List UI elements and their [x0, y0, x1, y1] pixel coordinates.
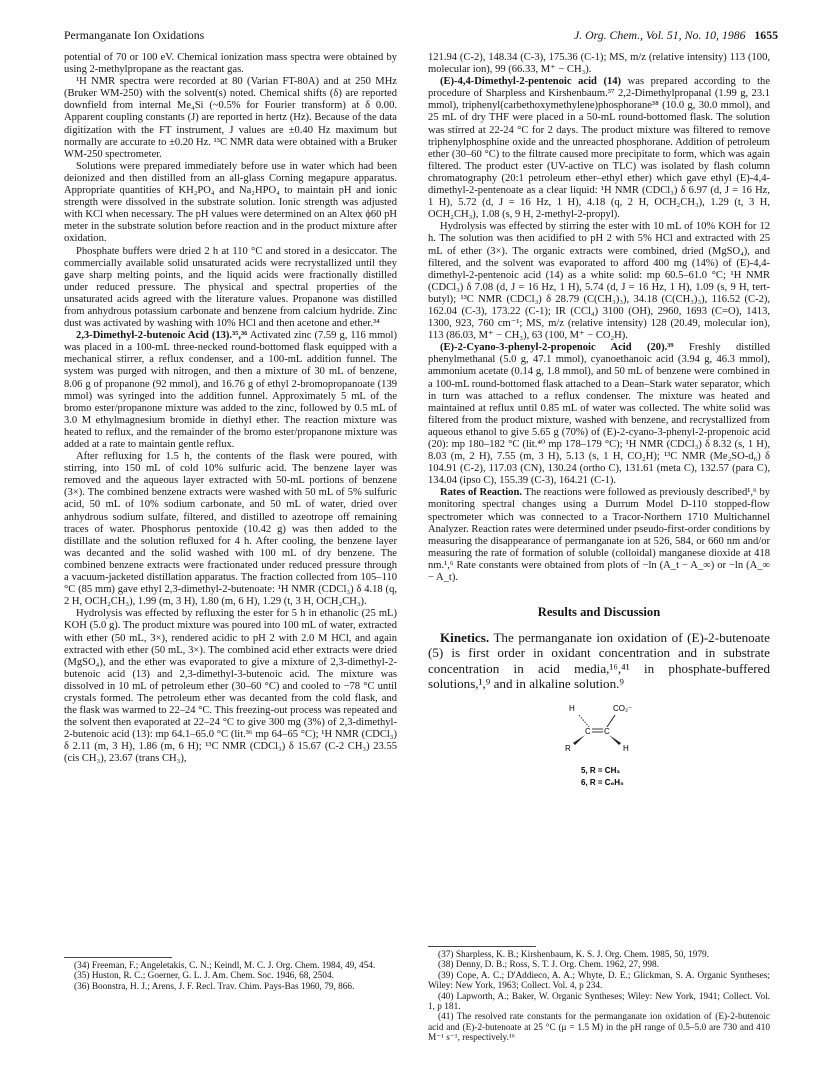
- left-footnotes: [64, 957, 397, 992]
- paragraph: Solutions were prepared immediately before use in water which had been deionized and then distilled from an all-glass Corning megapure apparatus. Appropriate quantities of KH₂PO₄ and Na₂HPO₄ to maintain pH and ionic strength were dissolved in the substrate solution. Ionic strength was adjusted with KCl when necessary. The pH values were determined on an Altex ϕ60 pH meter in the substrate solution before reaction and in the product mixture after oxidation.: [64, 160, 397, 245]
- bond-c-co2: [607, 715, 615, 727]
- kinetics-paragraph: [428, 630, 770, 691]
- compound-heading: (E)-2-Cyano-3-phenyl-2-propenoic Acid (20).³⁹: [440, 342, 674, 354]
- atom-r: R: [565, 744, 571, 754]
- paragraph-text: Activated zinc (7.59 g, 116 mmol) was placed in a 100-mL three-necked round-bottomed flask equipped with a mechanical stirrer, a reflux condenser, and a 100-mL addition funnel. The system was purged with nitrogen, and then a mixture of 30 mL of benzene, 8.06 g of propanone (92 mmol), and 16.76 g of ethyl 2-bromopropanoate (139 mmol) was syringed into the addition funnel. Approximately 5 mL of the bromo ester/propanone mixture was added to the zinc, followed by 0.5 mL of 3.0 M ethylmagnesium bromide in diethyl ether. The reaction mixture was heated to reflux, and the remainder of the bromo ester/propanone mixture was added at a rate to maintain gentle reflux.: [64, 330, 397, 450]
- paragraph: Hydrolysis was effected by refluxing the ester for 5 h in ethanolic (25 mL) KOH (5.0 g). The product mixture was poured into 100 mL of water, extracted with ether (50 mL, 3×), rendered acidic to pH 2 with 2.0 M HCl, and again extracted with ether (50 mL, 3×). The combined acid ether extracts were dried (MgSO₄), and the ether was evaporated to give a mixture of 2,3-dimethyl-2-butenoic acid (13) and 2,3-dimethyl-3-butenoic acid. The mixture was dissolved in 10 mL of petroleum ether (30–60 °C) and cooled to −78 °C until crystals formed. The petroleum ether was decanted from the cold flask, and the flask was warmed to 22–24 °C. This freezing-out process was repeated and the solvent then evaporated at 22–24 °C to give 300 mg (3%) of 2,3-dimethyl-2-butenoic acid (13): mp 64.1–65.0 °C (lit.³⁶ mp 64–65 °C); ¹H NMR (CDCl₃) δ 2.11 (m, 3 H), 1.86 (m, 6 H); ¹³C NMR (CDCl₃) δ 15.67 (C-2 CH₃) 23.55 (cis CH₃), 23.67 (trans CH₃),: [64, 608, 397, 765]
- footnote: (34) Freeman, F.; Angeletakis, C. N.; Keindl, M. C. J. Org. Chem. 1984, 49, 454.: [74, 961, 376, 971]
- footnote: (36) Boonstra, H. J.; Arens, J. F. Recl. Trav. Chim. Pays-Bas 1960, 79, 866.: [74, 981, 355, 992]
- kinetics-text: The permanganate ion oxidation of (E)-2-butenoate (5) is first order in oxidant concentration and in substrate concentration in acid media,¹⁶,⁴¹ in phosphate-buffered solutions,¹,⁹ and in alkaline solution.⁹: [428, 630, 770, 691]
- footnote: (38) Denny, D. B.; Ross, S. T. J. Org. Chem. 1962, 27, 998.: [438, 960, 659, 971]
- paragraph: 121.94 (C-2), 148.34 (C-3), 175.36 (C-1); MS, m/z (relative intensity) 113 (100, molecular ion), 99 (66.33, M⁺ − CH₃).: [428, 52, 770, 76]
- atom-c2: C: [604, 727, 610, 737]
- footnote: (39) Cope, A. C.; D'Addieco, A. A.; Whyte, D. E.; Glickman, S. A. Organic Syntheses; Wiley: New York, 1963; Collect. Vol. 4, p 234.: [428, 970, 770, 992]
- footnote: (41) The resolved rate constants for the permanganate ion oxidation of (E)-2-butenoic acid and (E)-2-butenoate at 25 °C (μ = 1.5 M) in the pH range of 0.5–5.0 are 730 and 410 M⁻¹ s⁻¹, respectively.¹⁶: [428, 1012, 770, 1044]
- paragraph: After refluxing for 1.5 h, the contents of the flask were poured, with stirring, into 150 mL of cold 10% sulfuric acid. The benzene layer was removed and the aqueous layer extracted with 50-mL portions of benzene (3×). The combined benzene extracts were washed with 50 mL of 5% sulfuric acid, 50 mL of 10% sodium carbonate, and 50 mL of water, dried over anhydrous sodium sulfate, filtered, and distilled to azeotrope off remaining traces of water. Phosphorus pentoxide (10.42 g) was then added to the distillate and the solution refluxed for 4 h. After cooling, the benzene layer was decanted and the solid washed with 100 mL of dry benzene. The combined benzene extracts were fractionated under reduced pressure through a vacuum-jacketed distillation apparatus. The fraction collected from 105–110 °C (85 mm) gave ethyl 2,3-dimethyl-2-butenoate: ¹H NMR (CDCl₃) δ 4.18 (q, 2 H, OCH₂CH₃), 1.99 (m, 3 H), 1.80 (m, 6 H), 1.29 (t, 3 H, OCH₂CH₃).: [64, 451, 397, 608]
- paragraph: [428, 76, 770, 221]
- atom-c1: C: [585, 727, 591, 737]
- paragraph: [64, 330, 397, 451]
- paragraph: [428, 342, 770, 487]
- atom-co2: CO₂⁻: [613, 704, 633, 714]
- compound-heading: (E)-4,4-Dimethyl-2-pentenoic acid (14): [440, 76, 622, 88]
- footnote: (37) Sharpless, K. B.; Kirshenbaum, K. S. J. Org. Chem. 1985, 50, 1979.: [438, 950, 709, 960]
- footnote-rule: [64, 957, 172, 958]
- paragraph: Hydrolysis was effected by stirring the ester with 10 mL of 10% KOH for 12 h. The solution was then acidified to pH 2 with 5% HCl and extracted with 25 mL of ether (3×). The organic extracts were combined, dried (MgSO₄), and filtered, and the solvent was evaporated to afford 400 mg (14%) of (E)-4,4-dimethyl-2-pentenoic acid (14) as a white solid: mp 60.5–61.0 °C; ¹H NMR (CDCl₃) δ 7.08 (d, J = 16 Hz, 1 H), 5.74 (d, J = 16 Hz, 1 H), 1.09 (s, 9 H, tert-butyl); ¹³C NMR (CDCl₃) δ 28.79 (C(CH₃)₃), 34.18 (C(CH₃)₃), 116.52 (C-2), 162.04 (C-3), 173.22 (C-1); IR (CCl₄) 3100 (OH), 2960, 1693 (C=O), 1413, 1300, 923, 760 cm⁻¹; MS, m/z (relative intensity) 128 (20.49, molecular ion), 113 (86.03, M⁺ − CH₃), 63 (100, M⁺ − CO₂H).: [428, 221, 770, 342]
- right-column: [428, 52, 770, 803]
- section-heading-results: Results and Discussion: [537, 605, 661, 620]
- right-footnotes: [428, 946, 770, 1044]
- structure-diagram-butenoate: [539, 701, 659, 803]
- paragraph: potential of 70 or 100 eV. Chemical ionization mass spectra were obtained by using 2-methylpropane as the reactant gas.: [64, 52, 397, 76]
- kinetics-heading: Kinetics.: [440, 630, 490, 646]
- left-column: [64, 52, 397, 766]
- footnote: (35) Huston, R. C.; Goerner, G. L. J. Am. Chem. Soc. 1946, 68, 2504.: [74, 971, 334, 982]
- paragraph: [428, 487, 770, 584]
- paragraph: Phosphate buffers were dried 2 h at 110 °C and stored in a desiccator. The commercially available solid unsaturated acids were recrystallized until they gave sharp melting points, and the liquid acids were fractionally distilled under reduced pressure. The physical and spectral properties of the unsaturated acids agreed with the literature values. Propanone was distilled from anhydrous potassium carbonate and benzene from calcium hydride. Zinc dust was activated by washing with 10% HCl and then acetone and ether.³⁴: [64, 245, 397, 330]
- wedge-bond: [573, 735, 585, 745]
- wedge-bond: [609, 735, 621, 745]
- footnote-rule: [428, 946, 536, 947]
- journal-citation: J. Org. Chem., Vol. 51, No. 10, 1986: [573, 28, 746, 42]
- paragraph-text: The reactions were followed as previously described¹,⁶ by monitoring spectral changes using a Durrum Model D-110 stopped-flow spectrometer which was connected to a Tracor-Northern 1710 Multichannel Analyzer. Reaction rates were determined under pseudo-first-order conditions by measuring the disappearance of permanganate ion at 526, 584, or 660 nm and/or measuring the rate of formation of soluble (colloidal) manganese dioxide at 418 nm.¹,⁶ Rate constants were obtained from plots of −ln (A_t − A_∞) or −ln (A_∞ − A_t).: [428, 487, 771, 584]
- atom-h-top: H: [569, 704, 575, 714]
- paragraph-text: was prepared according to the procedure of Sharpless and Kirshenbaum.³⁷ 2,2-Dimethylpropanal (1.99 g, 23.1 mmol), triphenyl(carbethoxymethylene)phosphorane³⁸ (10.0 g, 30.0 mmol), and 25 mL of dry THF were placed in a 50-mL round-bottomed flask. The solution was stirred at 22-24 °C for 2 days. The product mixture was filtered to remove triphenylphosphine oxide and the unreacted phosphorane. Addition of petroleum ether (30–60 °C) to the filtrate caused more precipitate to form, which was again filtered. The product ester (UV-active on TLC) was isolated by flash column chromatography (20:1 petroleum ether–ethyl ether) which gave ethyl (E)-4,4-dimethyl-2-pentenoate as a clear liquid: ¹H NMR (CDCl₃) δ 6.97 (d, J = 16 Hz, 1 H), 5.72 (d, J = 16 Hz, 1 H), 4.18 (q, 2 H, OCH₂CH₃), 1.29 (t, 3 H, OCH₂CH₃), 1.08 (s, 9 H, 2-methyl-2-propyl).: [428, 76, 771, 221]
- running-header-journal: [574, 28, 778, 43]
- page-number: 1655: [754, 28, 778, 42]
- paragraph-text: Freshly distilled phenylmethanal (5.0 g, 47.1 mmol), cyanoethanoic acid (3.94 g, 46.3 mmol), ammonium acetate (0.14 g, 1.8 mmol), and 50 mL of benzene were combined in a 100-mL round-bottomed flask attached to a Dean–Stark water separator, which in turn was attached to a reflux condenser. The mixture was heated and maintained at reflux until 0.85 mL of water was collected. The white solid was filtered from the product mixture, washed with benzene, and recrystallized from aqueous ethanol to give 5.65 g (70%) of (E)-2-cyano-3-phenyl-2-propenoic acid (20): mp 180–182 °C (lit.⁴⁰ mp 178–179 °C); ¹H NMR (CDCl₃) δ 8.32 (s, 1 H), 8.03 (m, 2 H), 7.55 (m, 3 H), 5.13 (s, 1 H, CO₂H); ¹³C NMR (Me₂SO-d₆) δ 104.91 (C-2), 117.03 (CN), 130.24 (ortho C), 131.61 (meta C), 132.57 (para C), 134.04 (ipso C), 155.39 (C-3), 164.21 (C-1).: [428, 342, 771, 487]
- atom-h-bottom: H: [623, 744, 629, 754]
- hashed-bond: [579, 715, 589, 727]
- paragraph: ¹H NMR spectra were recorded at 80 (Varian FT-80A) and at 250 MHz (Bruker WM-250) with the solvent(s) noted. Chemical shifts (δ) are reported downfield from internal Me₄Si (~0.5% for Fourier transform) at δ 0.00. Apparent coupling constants (J) are reported in hertz (Hz). Because of the data digitization with the FT instrument, J values are ±0.40 Hz maximum but normally are accurate to ±0.20 Hz. ¹³C NMR data were obtained with a Bruker WM-250 spectrometer.: [64, 76, 397, 160]
- compound-heading: 2,3-Dimethyl-2-butenoic Acid (13).³⁵,³⁶: [76, 330, 248, 342]
- compound-label-6: 6, R = C₆H₅: [581, 778, 624, 788]
- subsection-heading: Rates of Reaction.: [440, 487, 522, 499]
- compound-label-5: 5, R = CH₃: [581, 766, 621, 776]
- running-header-title: Permanganate Ion Oxidations: [64, 28, 205, 42]
- footnote: (40) Lapworth, A.; Baker, W. Organic Syntheses; Wiley: New York, 1941; Collect. Vol. 1, p 181.: [428, 991, 770, 1013]
